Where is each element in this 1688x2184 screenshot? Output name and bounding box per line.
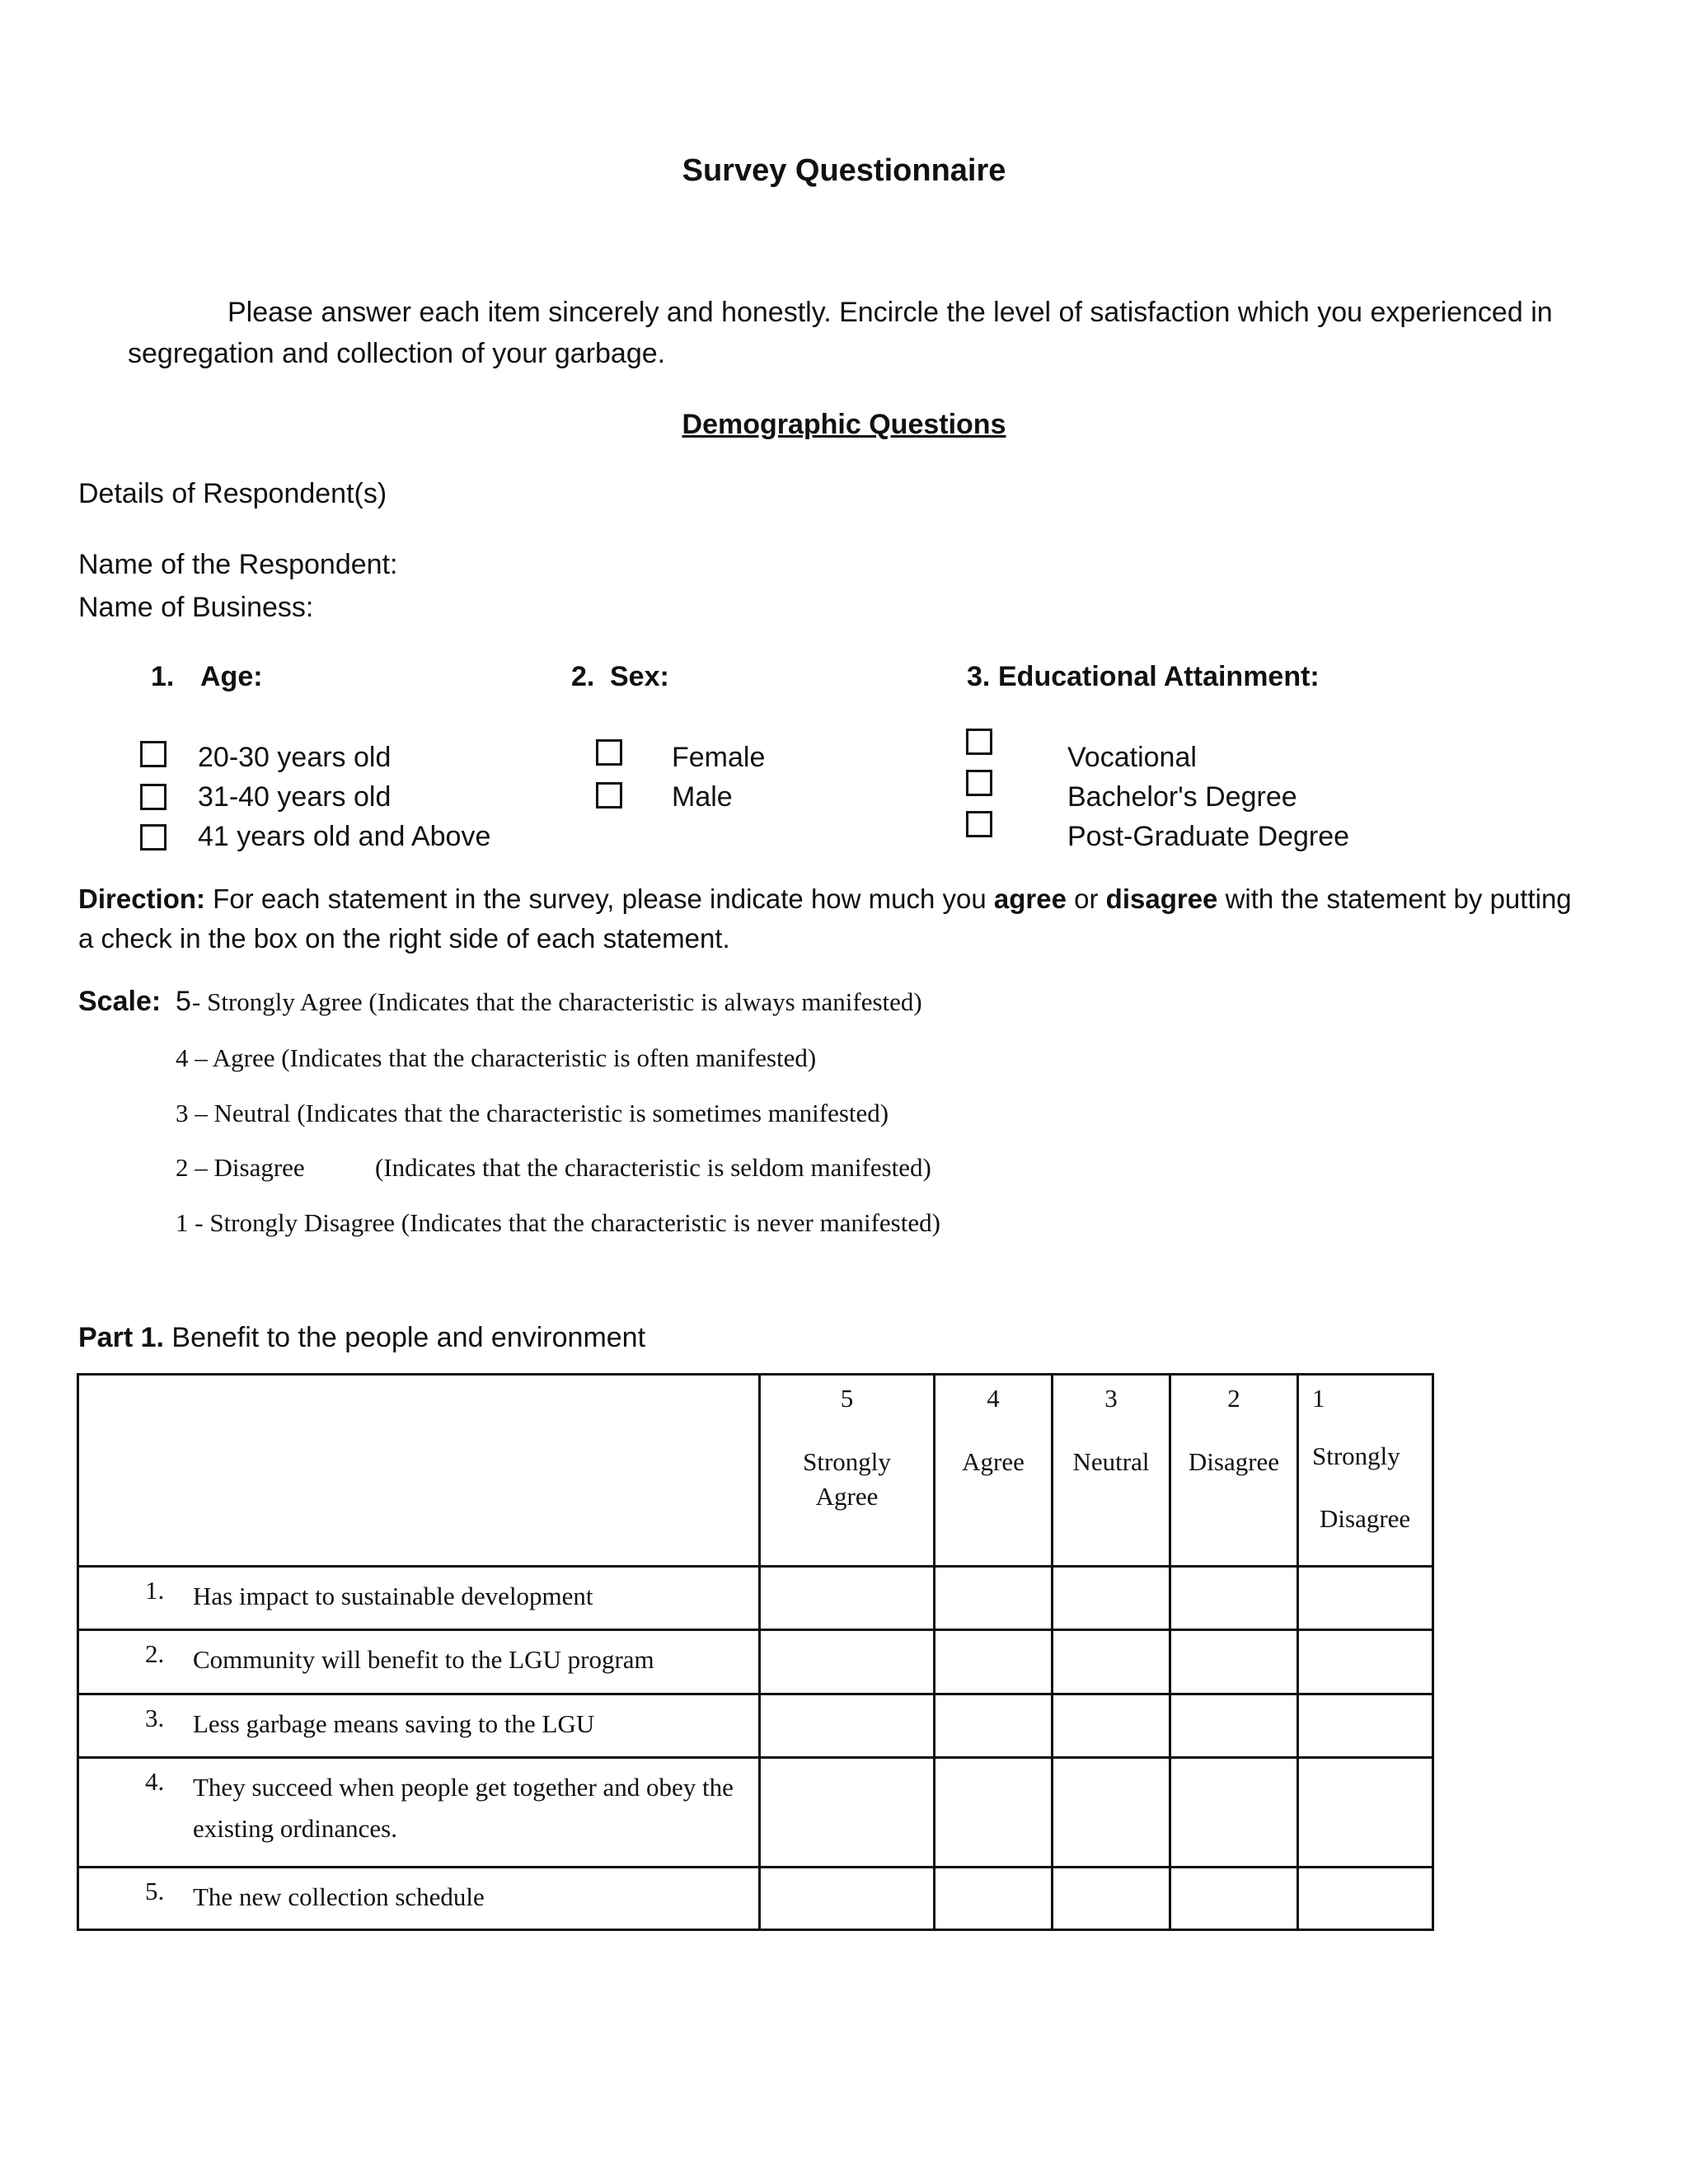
rating-cell-1[interactable] — [1298, 1758, 1433, 1868]
sex-number: 2. — [571, 661, 595, 692]
statement-cell — [78, 1868, 760, 1930]
part1-heading — [78, 1322, 645, 1354]
header-agree — [935, 1375, 1053, 1567]
rating-cell-2[interactable] — [1170, 1567, 1298, 1630]
statement-number: 4. — [145, 1767, 165, 1796]
statement-text: They succeed when people get together and obey the existing ordinances. — [193, 1773, 734, 1843]
scale-4-text: 4 – Agree (Indicates that the characteristic is often manifested) — [176, 1043, 817, 1072]
rating-cell-4[interactable] — [935, 1868, 1053, 1930]
rating-cell-5[interactable] — [760, 1630, 935, 1694]
age-option-31-40: 31-40 years old — [198, 781, 392, 813]
header-blank-cell — [78, 1375, 760, 1567]
intro-line-1: Please answer each item sincerely and honestly. Encircle the level of satisfaction which you experienced in — [227, 297, 1553, 328]
header-label-agree: Agree — [962, 1447, 1025, 1476]
scale-1-text: 1 - Strongly Disagree (Indicates that the characteristic is never manifested) — [176, 1208, 940, 1237]
table-row — [78, 1758, 1433, 1868]
statement-cell — [78, 1758, 760, 1868]
sex-option-male: Male — [672, 781, 733, 813]
header-label-strongly-agree: Strongly Agree — [803, 1447, 891, 1511]
rating-cell-3[interactable] — [1053, 1694, 1170, 1758]
statement-number: 2. — [145, 1639, 165, 1668]
rating-cell-3[interactable] — [1053, 1868, 1170, 1930]
statement-cell — [78, 1630, 760, 1694]
education-option-postgrad: Post-Graduate Degree — [1067, 821, 1350, 852]
rating-cell-5[interactable] — [760, 1868, 935, 1930]
rating-cell-5[interactable] — [760, 1694, 935, 1758]
direction-label: Direction: — [78, 883, 206, 914]
statement-text: Community will benefit to the LGU program — [193, 1645, 654, 1674]
age-checkbox-20-30[interactable] — [140, 741, 166, 767]
rating-cell-4[interactable] — [935, 1567, 1053, 1630]
rating-cell-1[interactable] — [1298, 1694, 1433, 1758]
scale-5-text: - Strongly Agree (Indicates that the characteristic is always manifested) — [192, 987, 922, 1016]
rating-cell-1[interactable] — [1298, 1630, 1433, 1694]
rating-cell-4[interactable] — [935, 1694, 1053, 1758]
direction-text-b: or — [1066, 883, 1106, 914]
direction-line-2: a check in the box on the right side of each statement. — [78, 923, 730, 954]
table-row — [78, 1694, 1433, 1758]
sex-checkbox-male[interactable] — [596, 782, 622, 808]
education-checkbox-vocational[interactable] — [966, 729, 992, 755]
header-label-strongly: Strongly — [1312, 1441, 1400, 1470]
rating-table — [77, 1373, 1434, 1931]
direction-line-1 — [78, 883, 1572, 915]
rating-cell-2[interactable] — [1170, 1868, 1298, 1930]
rating-cell-3[interactable] — [1053, 1758, 1170, 1868]
direction-disagree: disagree — [1105, 883, 1218, 914]
sex-label: Sex: — [610, 661, 669, 692]
header-num-1: 1 — [1312, 1384, 1325, 1413]
table-header-row — [78, 1375, 1433, 1567]
education-checkbox-bachelors[interactable] — [966, 770, 992, 796]
statement-number: 1. — [145, 1576, 165, 1605]
scale-3-text: 3 – Neutral (Indicates that the characteristic is sometimes manifested) — [176, 1099, 889, 1127]
page-title: Survey Questionnaire — [682, 153, 1006, 188]
header-num-3: 3 — [1104, 1384, 1118, 1413]
demographic-heading: Demographic Questions — [682, 409, 1006, 440]
header-label-disagree: Disagree — [1188, 1447, 1280, 1476]
part1-title: Benefit to the people and environment — [163, 1322, 646, 1353]
name-respondent-label: Name of the Respondent: — [78, 549, 398, 580]
direction-text-a: For each statement in the survey, please indicate how much you — [205, 883, 994, 914]
header-strongly-agree — [760, 1375, 935, 1567]
scale-5-num: 5 — [176, 986, 191, 1017]
rating-cell-4[interactable] — [935, 1630, 1053, 1694]
scale-2-text-a: 2 – Disagree — [176, 1153, 305, 1182]
age-checkbox-41-above[interactable] — [140, 824, 166, 851]
rating-cell-5[interactable] — [760, 1758, 935, 1868]
statement-text: Less garbage means saving to the LGU — [193, 1709, 595, 1738]
header-label-neutral: Neutral — [1072, 1447, 1150, 1476]
age-checkbox-31-40[interactable] — [140, 784, 166, 810]
rating-cell-3[interactable] — [1053, 1630, 1170, 1694]
statement-number: 3. — [145, 1704, 165, 1732]
direction-agree: agree — [993, 883, 1067, 914]
statement-number: 5. — [145, 1877, 165, 1905]
rating-cell-1[interactable] — [1298, 1868, 1433, 1930]
statement-text: Has impact to sustainable development — [193, 1582, 593, 1610]
rating-cell-2[interactable] — [1170, 1758, 1298, 1868]
education-checkbox-postgrad[interactable] — [966, 811, 992, 837]
details-label: Details of Respondent(s) — [78, 478, 387, 509]
header-label-disagree-2: Disagree — [1320, 1504, 1411, 1533]
rating-cell-2[interactable] — [1170, 1630, 1298, 1694]
sex-option-female: Female — [672, 742, 766, 773]
rating-cell-1[interactable] — [1298, 1567, 1433, 1630]
table-row — [78, 1868, 1433, 1930]
age-option-20-30: 20-30 years old — [198, 742, 392, 773]
age-label: Age: — [200, 661, 263, 692]
rating-cell-2[interactable] — [1170, 1694, 1298, 1758]
education-number: 3. — [967, 661, 991, 692]
name-business-label: Name of Business: — [78, 592, 314, 623]
statement-cell — [78, 1567, 760, 1630]
part1-label: Part 1. — [78, 1322, 164, 1353]
header-num-5: 5 — [840, 1384, 854, 1413]
scale-label: Scale: — [78, 986, 162, 1017]
sex-checkbox-female[interactable] — [596, 739, 622, 766]
statement-cell — [78, 1694, 760, 1758]
header-disagree — [1170, 1375, 1298, 1567]
direction-text-c: with the statement by putting — [1217, 883, 1572, 914]
rating-cell-4[interactable] — [935, 1758, 1053, 1868]
table-row — [78, 1567, 1433, 1630]
header-neutral — [1053, 1375, 1170, 1567]
age-option-41-above: 41 years old and Above — [198, 821, 491, 852]
rating-cell-5[interactable] — [760, 1567, 935, 1630]
scale-2-text-b: (Indicates that the characteristic is seldom manifested) — [375, 1153, 931, 1182]
education-label: Educational Attainment: — [998, 661, 1320, 692]
header-num-4: 4 — [987, 1384, 1000, 1413]
header-strongly-disagree — [1298, 1375, 1433, 1567]
education-option-vocational: Vocational — [1067, 742, 1197, 773]
header-num-2: 2 — [1227, 1384, 1240, 1413]
rating-cell-3[interactable] — [1053, 1567, 1170, 1630]
age-number: 1. — [151, 661, 175, 692]
table-row — [78, 1630, 1433, 1694]
education-option-bachelors: Bachelor's Degree — [1067, 781, 1297, 813]
intro-line-2: segregation and collection of your garbage. — [128, 338, 666, 369]
statement-text: The new collection schedule — [193, 1882, 485, 1911]
